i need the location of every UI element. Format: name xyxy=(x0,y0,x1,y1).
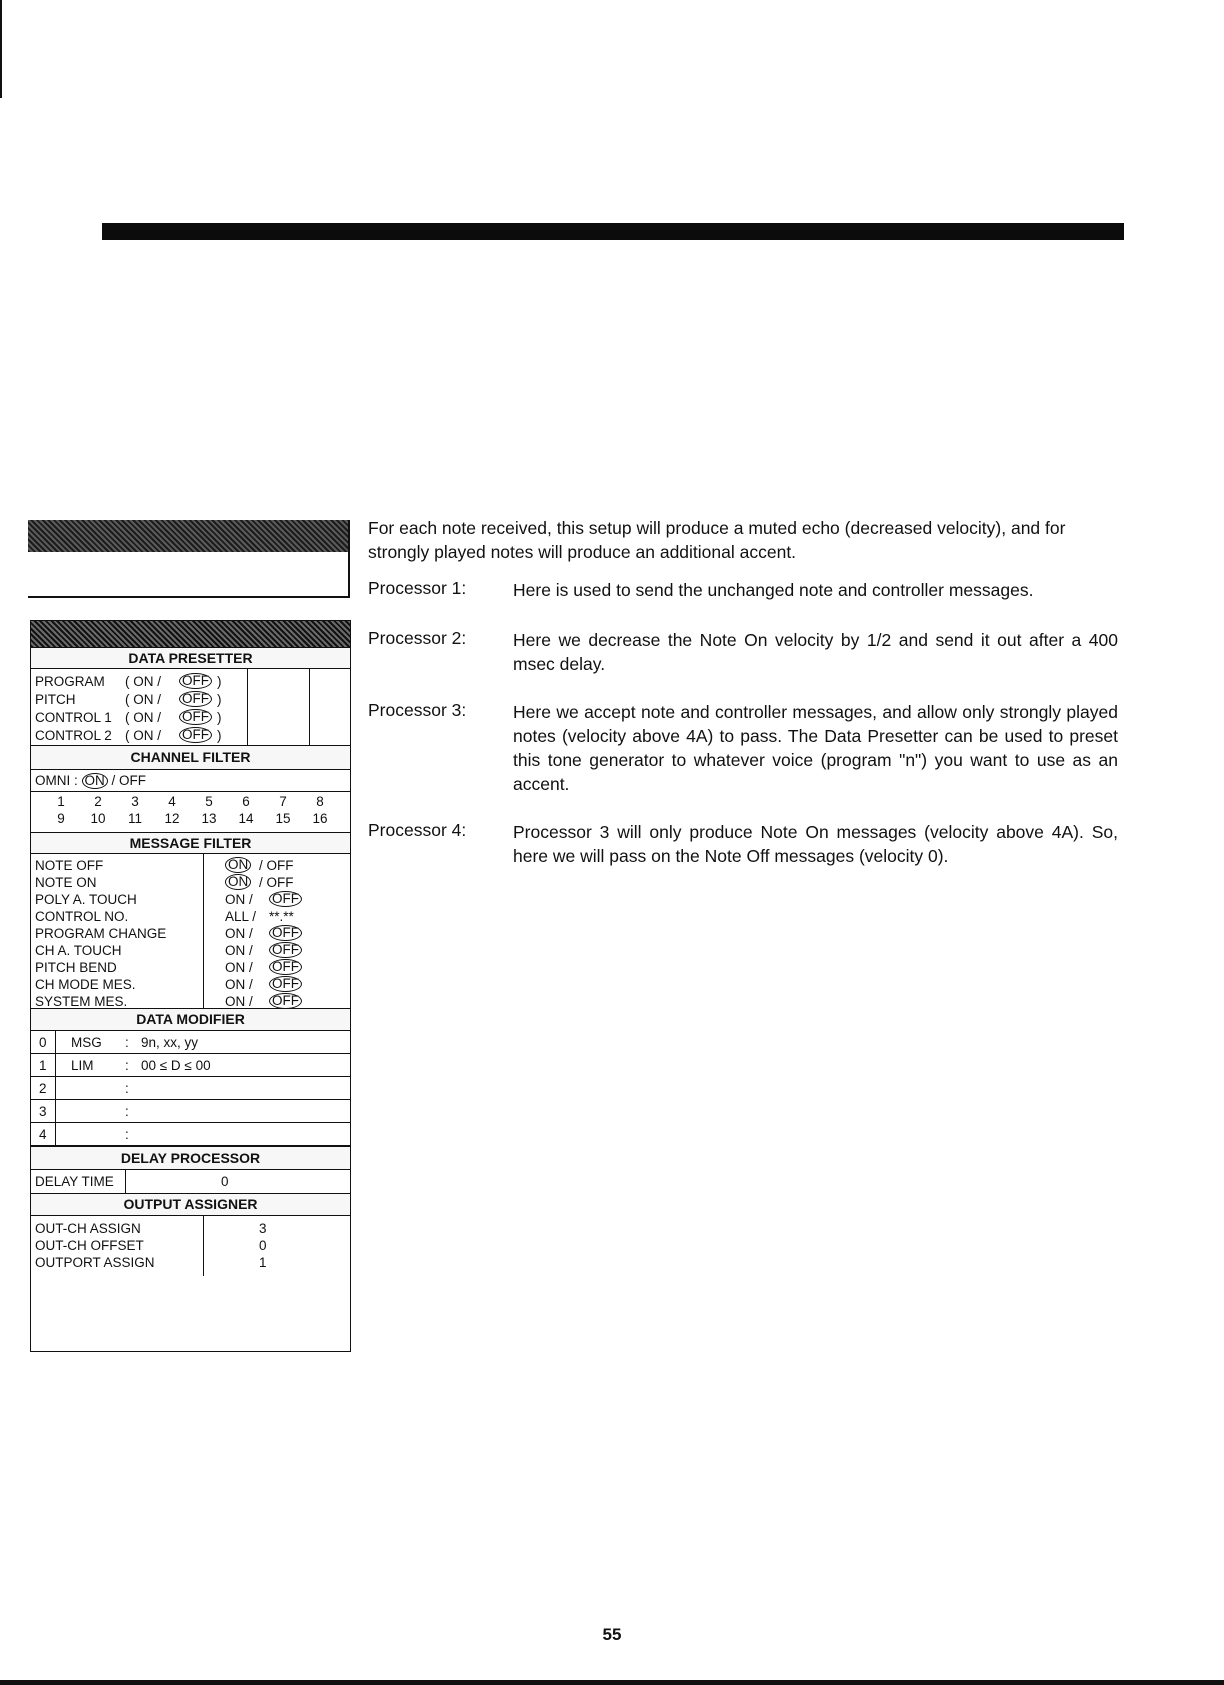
message-name: NOTE OFF xyxy=(35,858,104,873)
processor-label: Processor 4: xyxy=(368,820,467,840)
channel-number: 15 xyxy=(275,811,291,826)
output-row xyxy=(31,1220,350,1237)
presetter-close: ) xyxy=(217,692,222,707)
modifier-name: LIM xyxy=(71,1058,94,1073)
channel-number: 12 xyxy=(164,811,180,826)
presetter-off-circled: OFF xyxy=(179,727,212,743)
message-filter-block xyxy=(31,854,350,1009)
modifier-number: 4 xyxy=(39,1127,47,1142)
modifier-value: 9n, xx, yy xyxy=(141,1035,199,1050)
message-filter-row xyxy=(31,857,350,874)
presetter-name: PROGRAM xyxy=(35,674,105,689)
channel-number: 1 xyxy=(57,794,65,809)
channel-grid xyxy=(31,792,350,832)
data-presetter-header: DATA PRESETTER xyxy=(31,647,350,669)
presetter-close: ) xyxy=(217,728,222,743)
output-assigner-block xyxy=(31,1216,350,1351)
presetter-off-circled: OFF xyxy=(179,673,212,689)
message-name: SYSTEM MES. xyxy=(35,994,128,1009)
message-off: / OFF xyxy=(259,858,294,873)
delay-time-row: DELAY TIME 0 xyxy=(31,1170,350,1194)
channel-number: 2 xyxy=(94,794,102,809)
channel-number: 5 xyxy=(205,794,213,809)
message-name: PROGRAM CHANGE xyxy=(35,926,167,941)
processor-label: Processor 3: xyxy=(368,700,467,720)
modifier-number: 0 xyxy=(39,1035,47,1050)
omni-row: OMNI : ON / OFF xyxy=(31,770,350,792)
message-on: ON / xyxy=(225,994,253,1009)
presetter-close: ) xyxy=(217,710,222,725)
modifier-separator: : xyxy=(125,1127,129,1142)
presetter-on: ( ON / xyxy=(125,692,161,707)
channel-number: 14 xyxy=(238,811,254,826)
channel-number: 9 xyxy=(57,811,65,826)
message-on-circled: ON xyxy=(225,857,251,873)
presetter-on: ( ON / xyxy=(125,728,161,743)
output-name: OUT-CH ASSIGN xyxy=(35,1221,141,1236)
output-value: 3 xyxy=(259,1221,267,1236)
output-row xyxy=(31,1254,350,1271)
message-off-circled: OFF xyxy=(269,925,302,941)
message-filter-header: MESSAGE FILTER xyxy=(31,832,350,854)
processor-label: Processor 1: xyxy=(368,578,467,598)
channel-number: 3 xyxy=(131,794,139,809)
output-name: OUT-CH OFFSET xyxy=(35,1238,144,1253)
presetter-name: CONTROL 2 xyxy=(35,728,112,743)
channel-number: 4 xyxy=(168,794,176,809)
message-name: POLY A. TOUCH xyxy=(35,892,137,907)
message-name: CH MODE MES. xyxy=(35,977,136,992)
modifier-number: 1 xyxy=(39,1058,47,1073)
delay-processor-header: DELAY PROCESSOR xyxy=(31,1146,350,1170)
message-filter-row xyxy=(31,874,350,891)
processor-description: Here we decrease the Note On velocity by 1/2 and send it out after a 400 msec delay. xyxy=(513,630,1118,674)
message-filter-row xyxy=(31,976,350,993)
margin-mark xyxy=(0,0,2,98)
presetter-off-circled: OFF xyxy=(179,709,212,725)
message-on: ON / xyxy=(225,943,253,958)
modifier-name: MSG xyxy=(71,1035,102,1050)
output-name: OUTPORT ASSIGN xyxy=(35,1255,155,1270)
presetter-close: ) xyxy=(217,674,222,689)
message-on-circled: ON xyxy=(225,874,251,890)
channel-number: 8 xyxy=(316,794,324,809)
modifier-value: 00 ≤ D ≤ 00 xyxy=(141,1058,211,1073)
footer-rule xyxy=(0,1680,1224,1685)
channel-number: 11 xyxy=(127,811,142,826)
modifier-number: 2 xyxy=(39,1081,47,1096)
channel-number: 7 xyxy=(279,794,287,809)
message-off: **.** xyxy=(269,909,294,924)
modifier-row xyxy=(31,1031,350,1054)
message-off-circled: OFF xyxy=(269,959,302,975)
modifier-row xyxy=(31,1100,350,1123)
presetter-row xyxy=(31,673,247,691)
modifier-separator: : xyxy=(125,1035,129,1050)
message-on: ON / xyxy=(225,960,253,975)
channel-number: 16 xyxy=(312,811,328,826)
modifier-separator: : xyxy=(125,1081,129,1096)
data-modifier-rows xyxy=(31,1031,350,1146)
processor-panel xyxy=(30,620,351,1352)
message-off-circled: OFF xyxy=(269,891,302,907)
data-modifier-header: DATA MODIFIER xyxy=(31,1009,350,1031)
output-value: 1 xyxy=(259,1255,267,1270)
processor-description: Here we accept note and controller messages, and allow only strongly played notes (velocity above 4A) to pass. The Data Presetter can be used to preset this tone generator to whatever voice (program "n") you want to use as an accent. xyxy=(513,702,1118,794)
message-on: ON / xyxy=(225,977,253,992)
channel-number: 10 xyxy=(90,811,106,826)
presetter-off-circled: OFF xyxy=(179,691,212,707)
message-filter-row xyxy=(31,908,350,925)
output-assigner-header: OUTPUT ASSIGNER xyxy=(31,1194,350,1216)
message-name: PITCH BEND xyxy=(35,960,117,975)
message-filter-row xyxy=(31,942,350,959)
channel-number: 6 xyxy=(242,794,250,809)
processor-description: Processor 3 will only produce Note On messages (velocity above 4A). So, here we will pass on the Note Off messages (velocity 0). xyxy=(513,822,1118,866)
presetter-row xyxy=(31,727,247,745)
message-filter-row xyxy=(31,891,350,908)
presetter-on: ( ON / xyxy=(125,710,161,725)
example-title-box xyxy=(28,520,350,598)
modifier-number: 3 xyxy=(39,1104,47,1119)
modifier-row xyxy=(31,1054,350,1077)
output-row xyxy=(31,1237,350,1254)
message-off-circled: OFF xyxy=(269,942,302,958)
message-name: CONTROL NO. xyxy=(35,909,129,924)
panel-header xyxy=(31,621,350,647)
channel-number: 13 xyxy=(201,811,217,826)
message-off-circled: OFF xyxy=(269,993,302,1009)
processor-description: Here is used to send the unchanged note and controller messages. xyxy=(513,580,1034,600)
channel-filter-header: CHANNEL FILTER xyxy=(31,746,350,770)
presetter-row xyxy=(31,709,247,727)
message-name: NOTE ON xyxy=(35,875,97,890)
presetter-on: ( ON / xyxy=(125,674,161,689)
modifier-separator: : xyxy=(125,1104,129,1119)
omni-on-circled: ON xyxy=(82,773,108,789)
message-on: ALL / xyxy=(225,909,257,924)
message-off-circled: OFF xyxy=(269,976,302,992)
presetter-name: CONTROL 1 xyxy=(35,710,112,725)
message-on: ON / xyxy=(225,892,253,907)
message-filter-row xyxy=(31,993,350,1010)
modifier-row xyxy=(31,1077,350,1100)
message-filter-row xyxy=(31,925,350,942)
delay-time-value: 0 xyxy=(221,1174,229,1189)
output-value: 0 xyxy=(259,1238,267,1253)
message-filter-row xyxy=(31,959,350,976)
presetter-name: PITCH xyxy=(35,692,76,707)
modifier-separator: : xyxy=(125,1058,129,1073)
message-off: / OFF xyxy=(259,875,294,890)
modifier-row xyxy=(31,1123,350,1146)
page-number: 55 xyxy=(602,1625,622,1644)
presetter-row xyxy=(31,691,247,709)
message-name: CH A. TOUCH xyxy=(35,943,122,958)
title-shade xyxy=(28,520,350,552)
intro-paragraph: For each note received, this setup will produce a muted echo (decreased velocity), and for strongly played notes will produce an additional accent. xyxy=(368,518,1066,562)
message-on: ON / xyxy=(225,926,253,941)
processor-label: Processor 2: xyxy=(368,628,467,648)
data-presetter-block xyxy=(31,669,350,746)
section-header-bar xyxy=(102,223,1124,240)
